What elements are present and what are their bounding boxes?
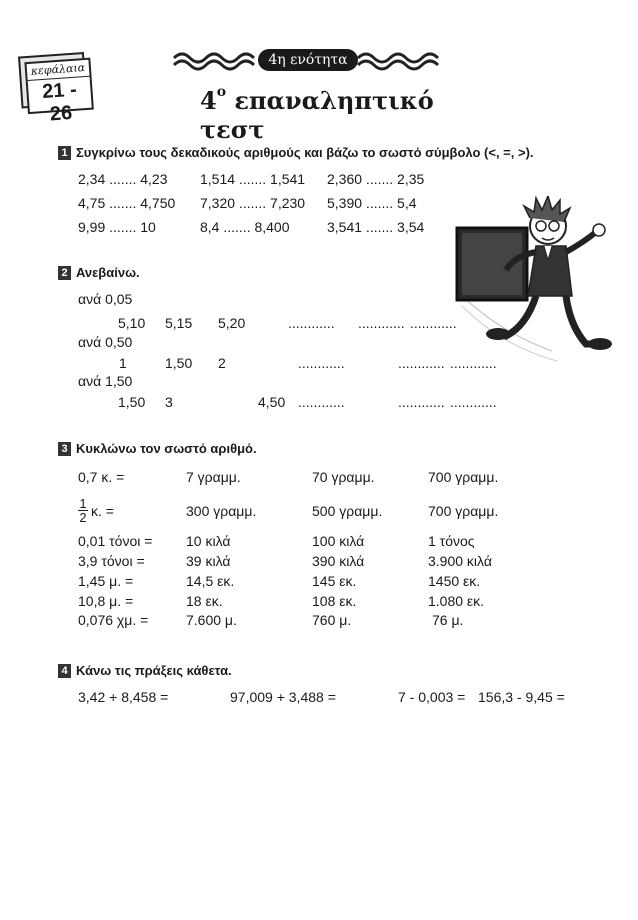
operation: 3,42 + 8,458 = [78, 689, 169, 705]
conversion-option[interactable]: 14,5 εκ. [186, 573, 235, 589]
page-title: $4^o$ επαναληπτικό τεστ [200, 84, 434, 144]
answer-blank[interactable]: ............ [298, 355, 345, 371]
conversion-option[interactable]: 3.900 κιλά [428, 553, 492, 569]
conversion-option[interactable]: 108 εκ. [312, 593, 357, 609]
conversion-question: 0,076 χμ. = [78, 612, 149, 628]
sequence-value: 1 [119, 355, 127, 371]
operation: 97,009 + 3,488 = [230, 689, 336, 705]
conversion-option[interactable]: 1450 εκ. [428, 573, 481, 589]
conversion-question: 0,7 κ. = [78, 469, 125, 485]
conversion-option[interactable]: 1.080 εκ. [428, 593, 485, 609]
unit-banner: 4η ενότητα [258, 49, 358, 71]
boy-blackboard-illustration [452, 196, 624, 372]
conversion-question: κ. = [91, 503, 114, 519]
half-fraction: $\frac{1}{2}$ [79, 496, 87, 525]
conversion-option[interactable]: 70 γραμμ. [312, 469, 375, 485]
sequence-value: 2 [218, 355, 226, 371]
step-label: ανά 1,50 [78, 373, 133, 389]
answer-blank[interactable]: ............ [358, 315, 405, 331]
sequence-value: 5,10 [118, 315, 146, 331]
sequence-value: 1,50 [165, 355, 193, 371]
answer-blank[interactable]: ............ [450, 355, 497, 371]
conversion-question: 3,9 τόνοι = [78, 553, 145, 569]
sequence-value: 3 [165, 394, 173, 410]
step-label: ανά 0,05 [78, 291, 133, 307]
step-label: ανά 0,50 [78, 334, 133, 350]
badge-range: 21 - 26 [41, 78, 78, 126]
conversion-option[interactable]: 39 κιλά [186, 553, 231, 569]
sequence-value: 5,15 [165, 315, 193, 331]
conversion-option[interactable]: 390 κιλά [312, 553, 365, 569]
conversion-option[interactable]: 760 μ. [312, 612, 352, 628]
conversion-option[interactable]: 18 εκ. [186, 593, 223, 609]
compare-row: 8,4 ....... 8,400 [200, 219, 290, 235]
sequence-value: 5,20 [218, 315, 246, 331]
answer-blank[interactable]: ............ [450, 394, 497, 410]
compare-row: 1,514 ....... 1,541 [200, 171, 306, 187]
conversion-option[interactable]: 700 γραμμ. [428, 469, 499, 485]
conversion-option[interactable]: 1 τόνος [428, 533, 475, 549]
answer-blank[interactable]: ............ [410, 315, 457, 331]
conversion-option[interactable]: 10 κιλά [186, 533, 231, 549]
conversion-option[interactable]: 500 γραμμ. [312, 503, 383, 519]
section-4-heading: 4 Κάνω τις πράξεις κάθετα. [58, 663, 232, 678]
conversion-option[interactable]: 145 εκ. [312, 573, 357, 589]
conversion-option[interactable]: 700 γραμμ. [428, 503, 499, 519]
sequence-value: 4,50 [258, 394, 286, 410]
operation: 156,3 - 9,45 = [478, 689, 565, 705]
answer-blank[interactable]: ............ [298, 394, 345, 410]
compare-row: 3,541 ....... 3,54 [327, 219, 425, 235]
compare-row: 2,360 ....... 2,35 [327, 171, 425, 187]
compare-row: 7,320 ....... 7,230 [200, 195, 306, 211]
section-3-heading: 3 Κυκλώνω τον σωστό αριθμό. [58, 441, 257, 456]
conversion-option[interactable]: 7 γραμμ. [186, 469, 241, 485]
badge-label: κεφάλαια [27, 60, 90, 81]
chapter-badge [18, 51, 96, 126]
answer-blank[interactable]: ............ [288, 315, 335, 331]
section-1-heading: 1 Συγκρίνω τους δεκαδικούς αριθμούς και βάζω το σωστό σύμβολο (<, =, >). [58, 145, 534, 160]
conversion-option[interactable]: 300 γραμμ. [186, 503, 257, 519]
conversion-question: 10,8 μ. = [78, 593, 134, 609]
conversion-question: 1,45 μ. = [78, 573, 134, 589]
conversion-question: 0,01 τόνοι = [78, 533, 153, 549]
operation: 7 - 0,003 = [398, 689, 466, 705]
conversion-option[interactable]: 7.600 μ. [186, 612, 237, 628]
conversion-option[interactable]: 76 μ. [432, 612, 464, 628]
conversion-option[interactable]: 100 κιλά [312, 533, 365, 549]
compare-row: 5,390 ....... 5,4 [327, 195, 417, 211]
compare-row: 4,75 ....... 4,750 [78, 195, 176, 211]
compare-row: 2,34 ....... 4,23 [78, 171, 168, 187]
answer-blank[interactable]: ............ [398, 394, 445, 410]
section-2-heading: 2 Ανεβαίνω. [58, 265, 140, 280]
sequence-value: 1,50 [118, 394, 146, 410]
compare-row: 9,99 ....... 10 [78, 219, 156, 235]
answer-blank[interactable]: ............ [398, 355, 445, 371]
